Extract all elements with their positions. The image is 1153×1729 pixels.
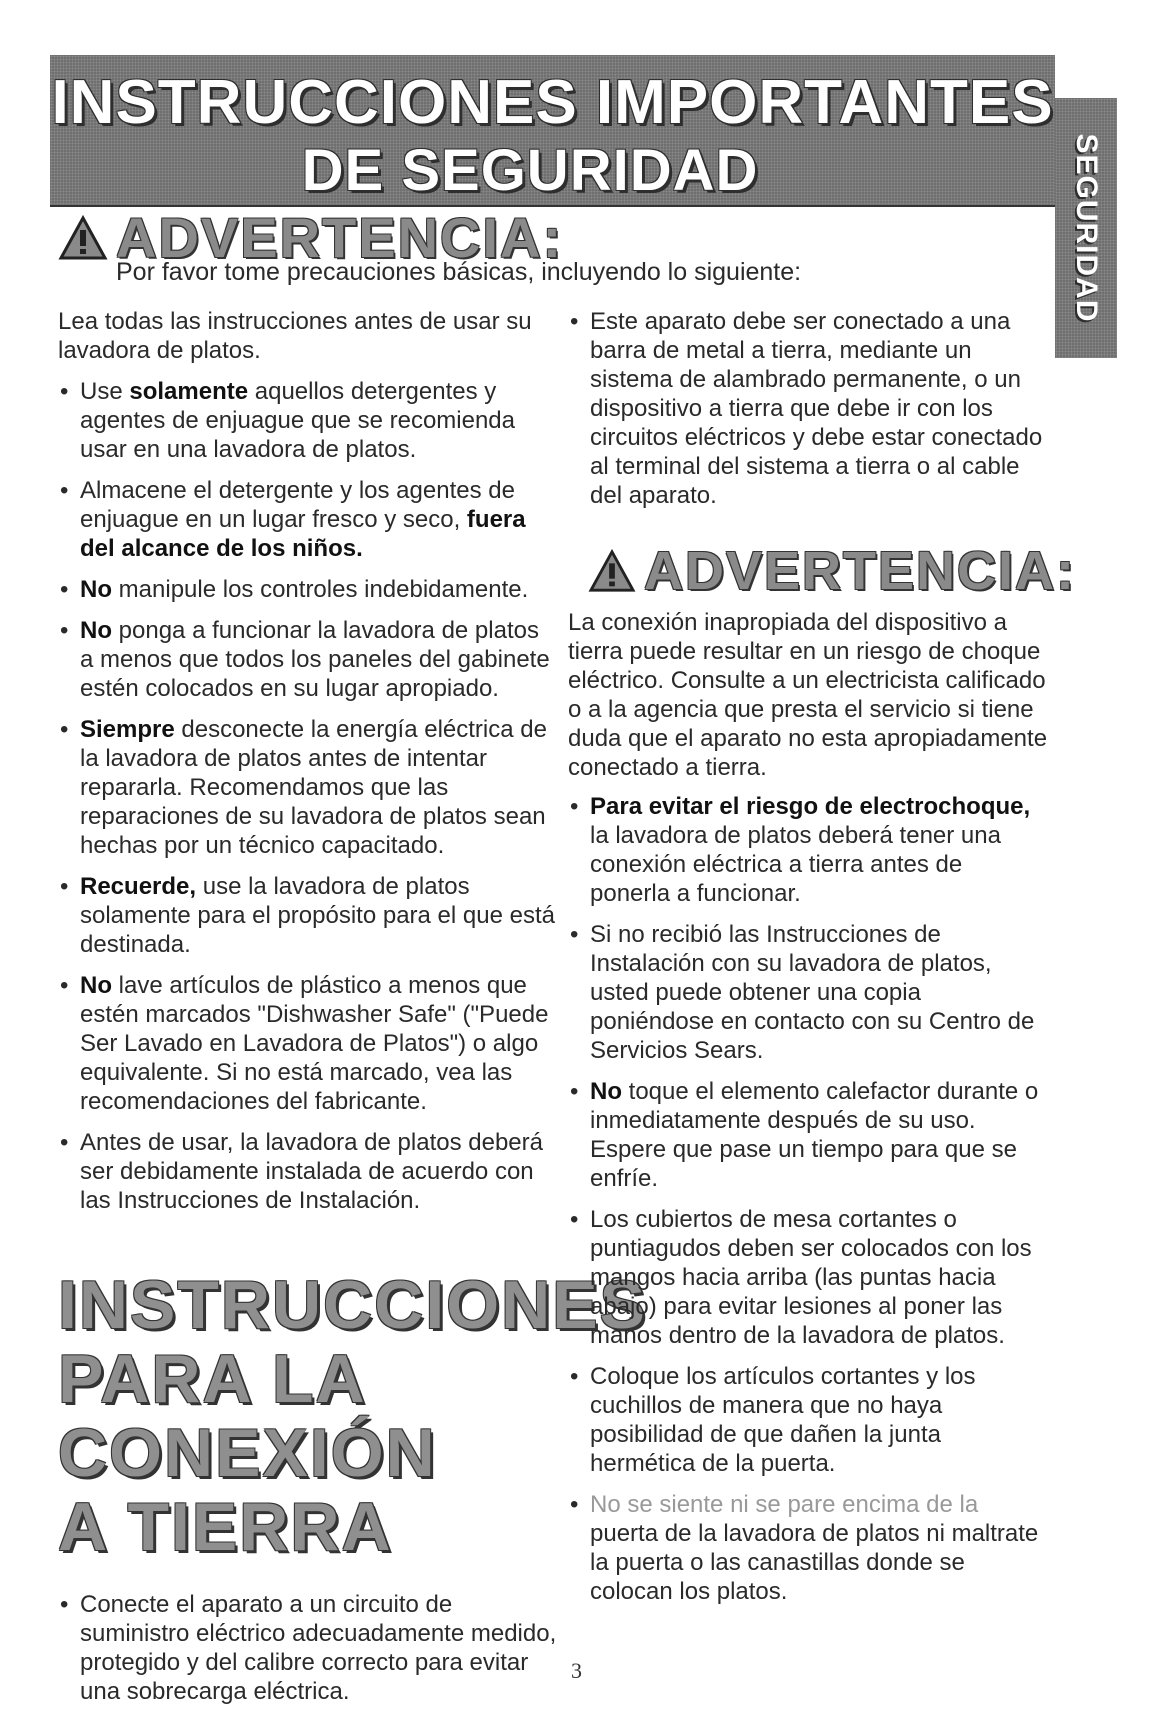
list-item: [568, 1077, 1048, 1193]
item-prefix: Use: [80, 378, 130, 405]
warning-heading-2: [588, 540, 1076, 602]
item-text-faded: No se siente ni se pare encima de la: [590, 1491, 979, 1518]
side-tab-label: SEGURIDAD: [1070, 133, 1103, 323]
list-item: [568, 1490, 1048, 1606]
item-text: aquellos detergentes y agentes de enjuague que se recomienda usar en una lavadora de platos.: [80, 378, 515, 463]
bullet: •: [570, 1078, 579, 1105]
banner-title-line2: DE SEGURIDAD: [301, 138, 759, 203]
item-text: manipule los controles indebidamente.: [112, 576, 529, 603]
bullet: •: [570, 308, 579, 335]
title-banner: [50, 55, 1055, 205]
item-emphasis: No: [80, 576, 112, 603]
list-item: [58, 575, 558, 604]
list-item: [58, 1128, 558, 1215]
item-text: Este aparato debe ser conectado a una barra de metal a tierra, mediante un sistema de alambrado permanente, o un dispositivo a tierra que debe ir con los circuitos eléctricos y debe estar conectado al terminal del sistema a tierra o al cable del aparato.: [590, 308, 1043, 509]
grounding-section: [58, 1590, 558, 1718]
bullet: •: [60, 1591, 69, 1618]
list-item: [568, 307, 1048, 510]
list-item: [58, 715, 558, 860]
grounding-title-line2: PARA LA: [58, 1341, 367, 1417]
item-text: puerta de la lavadora de platos ni maltrate la puerta o las canastillas donde se colocan los platos.: [590, 1520, 1039, 1605]
item-text: Almacene el detergente y los agentes de enjuague en un lugar fresco y seco,: [80, 477, 515, 533]
right-column: [568, 307, 1048, 1618]
warning-intro: Por favor tome precauciones básicas, incluyendo lo siguiente:: [116, 258, 802, 286]
list-item: [568, 792, 1048, 908]
bullet: •: [570, 1206, 579, 1233]
list-item: [568, 1362, 1048, 1478]
page-number: 3: [571, 1658, 582, 1683]
list-item: [58, 1590, 558, 1706]
paragraph: Lea todas las instrucciones antes de usar su lavadora de platos.: [58, 308, 532, 364]
warning-text: La conexión inapropiada del dispositivo a tierra puede resultar en un riesgo de choque eléctrico. Consulte a un electricista calificado o a la agencia que presta el servicio si tiene duda que el aparato no esta apropiadamente conectado a tierra.: [568, 609, 1048, 781]
bullet: •: [570, 793, 579, 820]
warning-triangle-icon: [588, 549, 636, 593]
warning-triangle-icon: [58, 215, 108, 261]
item-text: toque el elemento calefactor durante o inmediatamente después de su uso. Espere que pase un tiempo para que se enfríe.: [590, 1078, 1039, 1192]
item-emphasis: Recuerde,: [80, 873, 197, 900]
item-text: lave artículos de plástico a menos que estén marcados "Dishwasher Safe" ("Puede Ser Lavado en Lavadora de Platos") o algo equivalente. Si no está marcado, vea las recomendaciones del fabricante.: [80, 972, 549, 1115]
left-column: [58, 307, 558, 1227]
warning-title: ADVERTENCIA:: [116, 206, 564, 269]
list-item: [568, 1205, 1048, 1350]
list-item: [58, 377, 558, 464]
list-item: [58, 872, 558, 959]
item-emphasis: No: [80, 972, 112, 999]
section-side-tab: [1055, 98, 1117, 358]
item-text: use la lavadora de platos solamente para el propósito para el que está destinada.: [80, 873, 555, 958]
list-item: [58, 971, 558, 1116]
banner-title-line1: INSTRUCCIONES IMPORTANTES: [51, 68, 1054, 137]
bullet: •: [60, 576, 69, 603]
item-text: desconecte la energía eléctrica de la lavadora de platos antes de intentar repararla. Recomendamos que las reparaciones de su lavadora de platos sean hechas por un técnico capacitado.: [80, 716, 547, 859]
list-item: [58, 616, 558, 703]
grounding-title-line1: INSTRUCCIONES: [58, 1267, 647, 1343]
grounding-section-title: [58, 1268, 647, 1564]
item-text: Si no recibió las Instrucciones de Instalación con su lavadora de platos, usted puede obtener una copia poniéndose en contacto con su Centro de Servicios Sears.: [590, 921, 1035, 1064]
item-text: ponga a funcionar la lavadora de platos a menos que todos los paneles del gabinete estén colocados en su lugar apropiado.: [80, 617, 550, 702]
bullet: •: [60, 378, 69, 405]
item-emphasis: No: [80, 617, 112, 644]
item-emphasis: No: [590, 1078, 622, 1105]
bullet: •: [60, 873, 69, 900]
bullet: •: [60, 716, 69, 743]
bullet: •: [60, 1129, 69, 1156]
warning-title: ADVERTENCIA:: [644, 541, 1077, 601]
bullet: •: [60, 617, 69, 644]
grounding-title-line3: CONEXIÓN: [58, 1415, 437, 1491]
grounding-title-line4: A TIERRA: [58, 1489, 393, 1565]
list-item: [58, 476, 558, 563]
item-text: Los cubiertos de mesa cortantes o puntiagudos deben ser colocados con los mangos hacia arriba (las puntas hacia abajo) para evitar lesiones al poner las manos dentro de la lavadora de platos.: [590, 1206, 1032, 1349]
bullet: •: [60, 477, 69, 504]
bullet: •: [60, 972, 69, 999]
item-text: Coloque los artículos cortantes y los cuchillos de manera que no haya posibilidad de que dañen la junta hermética de la puerta.: [590, 1363, 976, 1477]
item-text: Conecte el aparato a un circuito de suministro eléctrico adecuadamente medido, protegido y del calibre correcto para evitar una sobrecarga eléctrica.: [80, 1591, 557, 1705]
item-text: la lavadora de platos deberá tener una conexión eléctrica a tierra antes de ponerla a funcionar.: [590, 822, 1001, 907]
item-emphasis: Para evitar el riesgo de electrochoque,: [590, 793, 1031, 820]
item-emphasis: solamente: [129, 378, 249, 405]
item-emphasis: fuera del alcance de los niños.: [80, 506, 526, 562]
item-text: Antes de usar, la lavadora de platos deberá ser debidamente instalada de acuerdo con las Instrucciones de Instalación.: [80, 1129, 543, 1214]
item-emphasis: Siempre: [80, 716, 175, 743]
bullet: •: [570, 921, 579, 948]
bullet: •: [570, 1491, 579, 1518]
bullet: •: [570, 1363, 579, 1390]
list-item: [568, 920, 1048, 1065]
